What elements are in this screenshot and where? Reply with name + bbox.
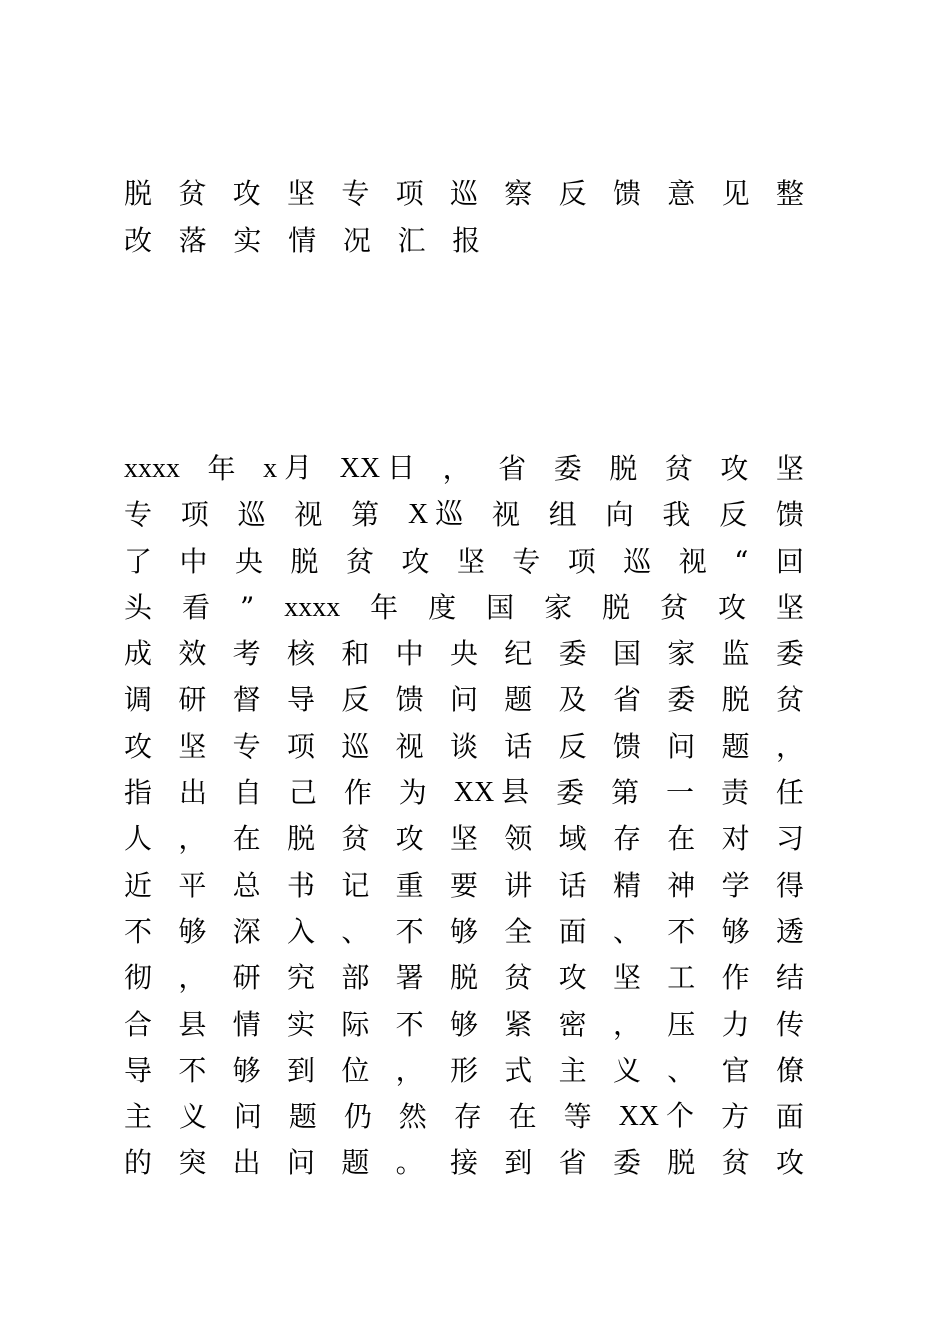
body-char: 第: [611, 776, 640, 810]
body-char: 馈: [775, 498, 804, 532]
body-line: [124, 816, 804, 862]
body-char: 学: [721, 868, 750, 902]
body-char: 等: [563, 1100, 592, 1134]
body-char: 合: [124, 1007, 153, 1041]
body-char: 位: [341, 1053, 370, 1087]
body-char: 不: [178, 1053, 207, 1087]
body-char: 不: [667, 914, 696, 948]
body-char: 紧: [504, 1007, 533, 1041]
body-char: 研: [232, 961, 261, 995]
title-char: 察: [504, 177, 533, 210]
body-char: 脱: [609, 452, 638, 485]
body-char: 第: [351, 498, 380, 532]
body-char: 年: [207, 452, 236, 485]
body-char: 话: [504, 729, 533, 763]
body-char: 看: [181, 590, 210, 624]
title-char: 脱: [124, 177, 153, 210]
body-char: 专: [512, 544, 541, 578]
body-char: 够: [178, 914, 207, 948]
body-char: x 月: [263, 453, 313, 484]
body-char: 中: [179, 544, 208, 578]
body-char: 项: [286, 729, 315, 763]
body-char: 领: [504, 822, 533, 856]
body-char: 作: [721, 961, 750, 995]
body-char: 。: [395, 1146, 424, 1180]
body-line: [124, 955, 804, 1001]
body-char: 义: [612, 1053, 641, 1087]
body-char: 一: [666, 776, 695, 810]
body-char: 任: [775, 776, 804, 810]
body-line: [124, 677, 804, 723]
body-char: 自: [233, 776, 262, 810]
body-line: [124, 446, 804, 492]
body-char: xxxx: [284, 591, 341, 623]
body-char: 贫: [775, 683, 804, 717]
body-char: 不: [395, 914, 424, 948]
body-char: 到: [504, 1146, 533, 1180]
body-char: 面: [775, 1100, 804, 1134]
body-char: 压: [667, 1007, 696, 1041]
body-char: 不: [124, 914, 153, 948]
body-char: 署: [395, 961, 424, 995]
body-char: 谈: [449, 729, 478, 763]
body-char: 问: [286, 1146, 315, 1180]
body-char: 委: [556, 776, 585, 810]
body-line: [124, 770, 804, 816]
body-char: 省: [558, 1146, 587, 1180]
body-char: 委: [553, 452, 582, 485]
body-char: 题: [721, 729, 750, 763]
body-char: 贫: [721, 1146, 750, 1180]
body-char: 力: [721, 1007, 750, 1041]
title-char: 落: [178, 224, 207, 257]
body-char: 出: [178, 776, 207, 810]
body-char: 和: [341, 637, 370, 671]
body-char: 在: [232, 822, 261, 856]
body-char: 总: [232, 868, 261, 902]
body-char: 攻: [558, 961, 587, 995]
body-char: 专: [232, 729, 261, 763]
body-char: 贫: [660, 590, 689, 624]
body-char: 彻: [124, 961, 153, 995]
body-char: 攻: [717, 590, 746, 624]
body-char: 国: [612, 637, 641, 671]
body-char: 题: [288, 1100, 317, 1134]
body-line: [124, 909, 804, 955]
body-char: 域: [558, 822, 587, 856]
body-char: 委: [775, 637, 804, 671]
title-char: 改: [124, 224, 153, 257]
body-char: “: [734, 544, 749, 578]
body-char: 部: [341, 961, 370, 995]
body-char: 形: [449, 1053, 478, 1087]
body-char: 脱: [602, 590, 631, 624]
body-char: X 巡: [407, 499, 464, 531]
body-char: 透: [775, 914, 804, 948]
body-char: 巡: [341, 729, 370, 763]
title-char: 攻: [232, 177, 261, 210]
body-char: 巡: [237, 498, 266, 532]
title-char: 实: [233, 224, 262, 257]
body-char: 方: [720, 1100, 749, 1134]
body-char: 项: [567, 544, 596, 578]
title-char: 项: [395, 177, 424, 210]
title-char: 报: [452, 224, 481, 257]
title-char: 整: [775, 177, 804, 210]
title-char: 反: [558, 177, 587, 210]
body-char: ，: [395, 1053, 424, 1087]
body-char: 反: [719, 498, 748, 532]
body-char: 题: [341, 1146, 370, 1180]
body-char: 式: [504, 1053, 533, 1087]
body-char: 主: [124, 1100, 153, 1134]
body-char: ，: [612, 1007, 641, 1041]
body-char: 面: [558, 914, 587, 948]
body-char: 官: [721, 1053, 750, 1087]
title-char: 汇: [397, 224, 426, 257]
body-char: 纪: [504, 637, 533, 671]
body-char: 脱: [449, 961, 478, 995]
body-char: 对: [721, 822, 750, 856]
body-char: 在: [508, 1100, 537, 1134]
body-char: ，: [178, 822, 207, 856]
body-line: [124, 539, 804, 585]
body-char: 习: [775, 822, 804, 856]
body-char: 视: [492, 498, 521, 532]
body-char: 存: [453, 1100, 482, 1134]
body-line: [124, 492, 804, 538]
title-char: 专: [341, 177, 370, 210]
body-line: [124, 585, 804, 631]
body-char: 央: [449, 637, 478, 671]
body-char: 脱: [667, 1146, 696, 1180]
body-char: 、: [612, 914, 641, 948]
body-char: 工: [667, 961, 696, 995]
body-char: 够: [721, 914, 750, 948]
body-char: 坚: [178, 729, 207, 763]
body-char: 接: [449, 1146, 478, 1180]
body-char: 督: [232, 683, 261, 717]
body-char: 了: [124, 544, 153, 578]
body-char: 中: [395, 637, 424, 671]
body-char: 及: [558, 683, 587, 717]
body-char: 我: [662, 498, 691, 532]
body-char: 委: [558, 637, 587, 671]
body-line: [124, 1048, 804, 1094]
body-char: 导: [286, 683, 315, 717]
body-char: 组: [548, 498, 577, 532]
body-char: 委: [612, 1146, 641, 1180]
body-char: 监: [721, 637, 750, 671]
body-char: 际: [341, 1007, 370, 1041]
body-char: 向: [605, 498, 634, 532]
body-char: 神: [667, 868, 696, 902]
body-char: xxxx: [124, 453, 180, 484]
document-body: [124, 446, 804, 1187]
body-char: 省: [498, 452, 527, 485]
body-char: 够: [449, 1007, 478, 1041]
body-char: 考: [232, 637, 261, 671]
document-title: [124, 170, 804, 264]
body-char: 馈: [395, 683, 424, 717]
body-char: 视: [395, 729, 424, 763]
body-line: [124, 1140, 804, 1186]
body-char: 国: [486, 590, 515, 624]
body-char: 出: [232, 1146, 261, 1180]
body-char: 讲: [504, 868, 533, 902]
title-char: 意: [667, 177, 696, 210]
body-char: 央: [234, 544, 263, 578]
body-char: 调: [124, 683, 153, 717]
body-char: 贫: [664, 452, 693, 485]
body-char: 义: [178, 1100, 207, 1134]
title-char: 见: [721, 177, 750, 210]
title-line: [124, 170, 804, 217]
body-char: 在: [667, 822, 696, 856]
body-char: 贫: [341, 822, 370, 856]
body-char: 攻: [401, 544, 430, 578]
body-char: 话: [558, 868, 587, 902]
body-char: 深: [232, 914, 261, 948]
body-char: 己: [288, 776, 317, 810]
body-line: [124, 631, 804, 677]
body-char: 回: [775, 544, 804, 578]
body-char: 作: [343, 776, 372, 810]
body-char: 视: [678, 544, 707, 578]
body-char: 坚: [612, 961, 641, 995]
body-char: 仍: [343, 1100, 372, 1134]
body-char: ，: [442, 452, 471, 485]
body-char: 专: [124, 498, 153, 532]
body-char: 平: [178, 868, 207, 902]
body-char: 成: [124, 637, 153, 671]
body-char: 存: [612, 822, 641, 856]
title-char: 坚: [286, 177, 315, 210]
body-char: 全: [504, 914, 533, 948]
body-char: 问: [667, 729, 696, 763]
body-char: ，: [178, 961, 207, 995]
body-char: 密: [558, 1007, 587, 1041]
body-char: 坚: [449, 822, 478, 856]
body-char: 为: [398, 776, 427, 810]
body-char: 坚: [456, 544, 485, 578]
body-char: 攻: [775, 1146, 804, 1180]
body-char: 书: [286, 868, 315, 902]
title-char: 馈: [612, 177, 641, 210]
body-char: 委: [667, 683, 696, 717]
body-char: 县: [178, 1007, 207, 1041]
body-char: 问: [233, 1100, 262, 1134]
body-char: 项: [180, 498, 209, 532]
body-char: 、: [667, 1053, 696, 1087]
body-char: 僚: [775, 1053, 804, 1087]
body-char: 然: [398, 1100, 427, 1134]
body-char: 攻: [395, 822, 424, 856]
body-char: 贫: [504, 961, 533, 995]
body-char: XX 个: [618, 1101, 695, 1133]
body-char: 省: [612, 683, 641, 717]
body-char: 视: [294, 498, 323, 532]
body-char: 家: [667, 637, 696, 671]
body-char: 攻: [124, 729, 153, 763]
body-char: 不: [395, 1007, 424, 1041]
body-char: 攻: [720, 452, 749, 485]
body-char: 巡: [623, 544, 652, 578]
body-char: 头: [124, 590, 153, 624]
body-char: 主: [558, 1053, 587, 1087]
body-char: 到: [286, 1053, 315, 1087]
body-char: 够: [232, 1053, 261, 1087]
body-char: 精: [612, 868, 641, 902]
body-char: 研: [178, 683, 207, 717]
body-char: 入: [286, 914, 315, 948]
body-char: 反: [558, 729, 587, 763]
body-char: ，: [775, 729, 804, 763]
body-char: 实: [286, 1007, 315, 1041]
body-char: 够: [449, 914, 478, 948]
body-char: 人: [124, 822, 153, 856]
body-char: 导: [124, 1053, 153, 1087]
body-char: 坚: [775, 590, 804, 624]
body-char: 核: [286, 637, 315, 671]
title-line: [124, 217, 804, 264]
body-char: 家: [544, 590, 573, 624]
body-char: 反: [341, 683, 370, 717]
body-char: 度: [428, 590, 457, 624]
body-char: 馈: [612, 729, 641, 763]
body-char: 记: [341, 868, 370, 902]
body-line: [124, 1002, 804, 1048]
body-char: 年: [370, 590, 399, 624]
body-char: 突: [178, 1146, 207, 1180]
body-char: 得: [775, 868, 804, 902]
body-char: 究: [286, 961, 315, 995]
body-char: 问: [449, 683, 478, 717]
title-char: 情: [288, 224, 317, 257]
body-char: 的: [124, 1146, 153, 1180]
body-char: 情: [232, 1007, 261, 1041]
body-char: 近: [124, 868, 153, 902]
body-char: ”: [239, 590, 255, 624]
body-char: 责: [720, 776, 749, 810]
body-char: 脱: [286, 822, 315, 856]
body-char: 指: [124, 776, 153, 810]
body-char: 重: [395, 868, 424, 902]
body-char: 脱: [721, 683, 750, 717]
title-char: 况: [342, 224, 371, 257]
body-char: 坚: [775, 452, 804, 485]
body-char: XX 日: [339, 453, 416, 484]
body-char: 题: [504, 683, 533, 717]
body-char: 脱: [290, 544, 319, 578]
body-line: [124, 863, 804, 909]
body-char: 要: [449, 868, 478, 902]
body-line: [124, 1094, 804, 1140]
title-char: 贫: [178, 177, 207, 210]
body-char: 传: [775, 1007, 804, 1041]
body-line: [124, 724, 804, 770]
body-char: 、: [341, 914, 370, 948]
title-char: 巡: [449, 177, 478, 210]
body-char: 结: [775, 961, 804, 995]
body-char: 贫: [345, 544, 374, 578]
body-char: 效: [178, 637, 207, 671]
body-char: XX 县: [453, 777, 530, 809]
